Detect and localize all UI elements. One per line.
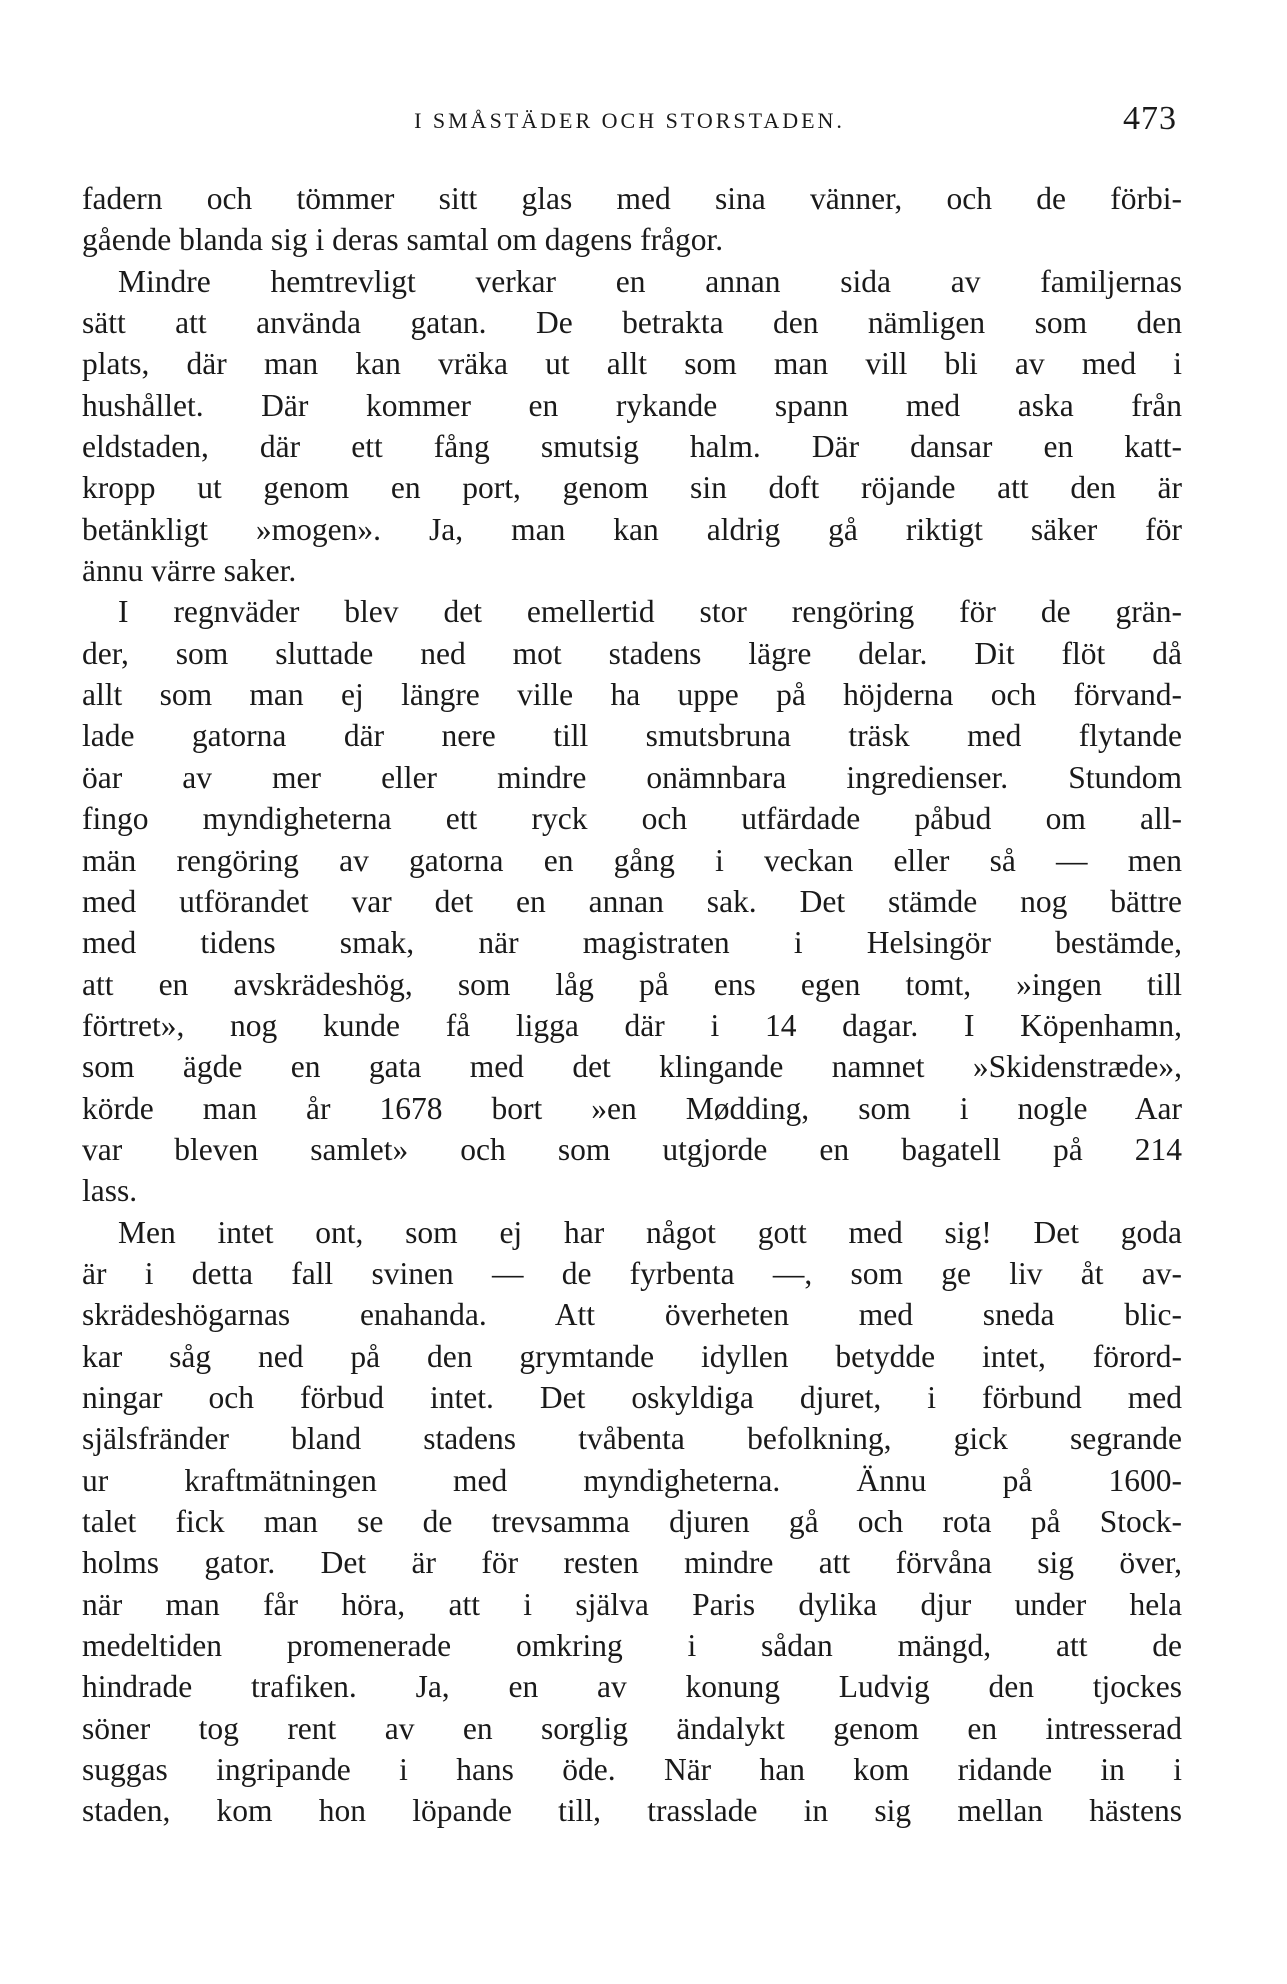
text-line: medeltiden promenerade omkring i sådan mängd, att de: [82, 1628, 1182, 1664]
text-line: hushållet. Där kommer en rykande spann med aska från: [82, 387, 1182, 423]
text-line: förtret», nog kunde få ligga där i 14 dagar. I Köpenhamn,: [82, 1007, 1182, 1043]
text-line: der, som sluttade ned mot stadens lägre delar. Dit flöt då: [82, 635, 1182, 671]
text-line: lade gatorna där nere till smutsbruna träsk med flytande: [82, 718, 1182, 754]
text-line: ur kraftmätningen med myndigheterna. Ännu på 1600-: [82, 1462, 1182, 1498]
body-text: [82, 178, 1182, 1832]
text-line: fadern och tömmer sitt glas med sina vänner, och de förbi-: [82, 181, 1182, 216]
text-line: med tidens smak, när magistraten i Helsingör bestämde,: [82, 925, 1182, 961]
text-line: kropp ut genom en port, genom sin doft röjande att den är: [82, 470, 1182, 506]
text-line: hindrade trafiken. Ja, en av konung Ludvig den tjockes: [82, 1669, 1182, 1705]
text-line: ningar och förbud intet. Det oskyldiga djuret, i förbund med: [82, 1379, 1182, 1415]
text-line: som ägde en gata med det klingande namnet »Skidenstræde»,: [82, 1049, 1182, 1085]
text-line: söner tog rent av en sorglig ändalykt genom en intresserad: [82, 1710, 1182, 1746]
text-line: I regnväder blev det emellertid stor rengöring för de grän-: [118, 594, 1182, 630]
text-line: med utförandet var det en annan sak. Det stämde nog bättre: [82, 883, 1182, 919]
text-line: talet fick man se de trevsamma djuren gå och rota på Stock-: [82, 1504, 1182, 1539]
text-line: öar av mer eller mindre onämnbara ingredienser. Stundom: [82, 759, 1182, 795]
text-line: holms gator. Det är för resten mindre att förvåna sig över,: [82, 1545, 1182, 1581]
text-line: att en avskrädeshög, som låg på ens egen tomt, »ingen till: [82, 966, 1182, 1002]
text-line: är i detta fall svinen — de fyrbenta —, som ge liv åt av-: [82, 1255, 1182, 1291]
text-line: var bleven samlet» och som utgjorde en bagatell på 214: [82, 1131, 1182, 1167]
text-line: män rengöring av gatorna en gång i veckan eller så — men: [82, 842, 1182, 878]
text-line: när man får höra, att i själva Paris dylika djur under hela: [82, 1586, 1182, 1622]
text-line: staden, kom hon löpande till, trasslade in sig mellan hästens: [82, 1793, 1182, 1829]
text-line: suggas ingripande i hans öde. När han kom ridande in i: [82, 1752, 1182, 1788]
text-line: sätt att använda gatan. De betrakta den nämligen som den: [82, 305, 1182, 341]
text-line: ännu värre saker.: [82, 553, 297, 589]
text-line: skrädeshögarnas enahanda. Att överheten med sneda blic-: [82, 1297, 1182, 1333]
text-line: lass.: [82, 1173, 138, 1209]
text-line: allt som man ej längre ville ha uppe på höjderna och förvand-: [82, 677, 1182, 713]
text-line: Men intet ont, som ej har något gott med sig! Det goda: [118, 1214, 1182, 1250]
text-line: själsfränder bland stadens tvåbenta befolkning, gick segrande: [82, 1421, 1182, 1457]
text-line: gående blanda sig i deras samtal om dagens frågor.: [82, 222, 724, 258]
text-line: eldstaden, där ett fång smutsig halm. Där dansar en katt-: [82, 429, 1182, 465]
text-line: kar såg ned på den grymtande idyllen betydde intet, förord-: [82, 1338, 1182, 1374]
running-title: I SMÅSTÄDER OCH STORSTADEN.: [414, 108, 845, 133]
running-head: [82, 98, 1177, 148]
text-line: plats, där man kan vräka ut allt som man vill bli av med i: [82, 346, 1182, 382]
text-line: Mindre hemtrevligt verkar en annan sida av familjernas: [118, 263, 1182, 299]
text-line: betänkligt »mogen». Ja, man kan aldrig gå riktigt säker för: [82, 511, 1182, 547]
text-line: körde man år 1678 bort »en Mødding, som i nogle Aar: [82, 1090, 1182, 1126]
page-number: 473: [1123, 100, 1177, 137]
text-line: fingo myndigheterna ett ryck och utfärdade påbud om all-: [82, 801, 1182, 837]
